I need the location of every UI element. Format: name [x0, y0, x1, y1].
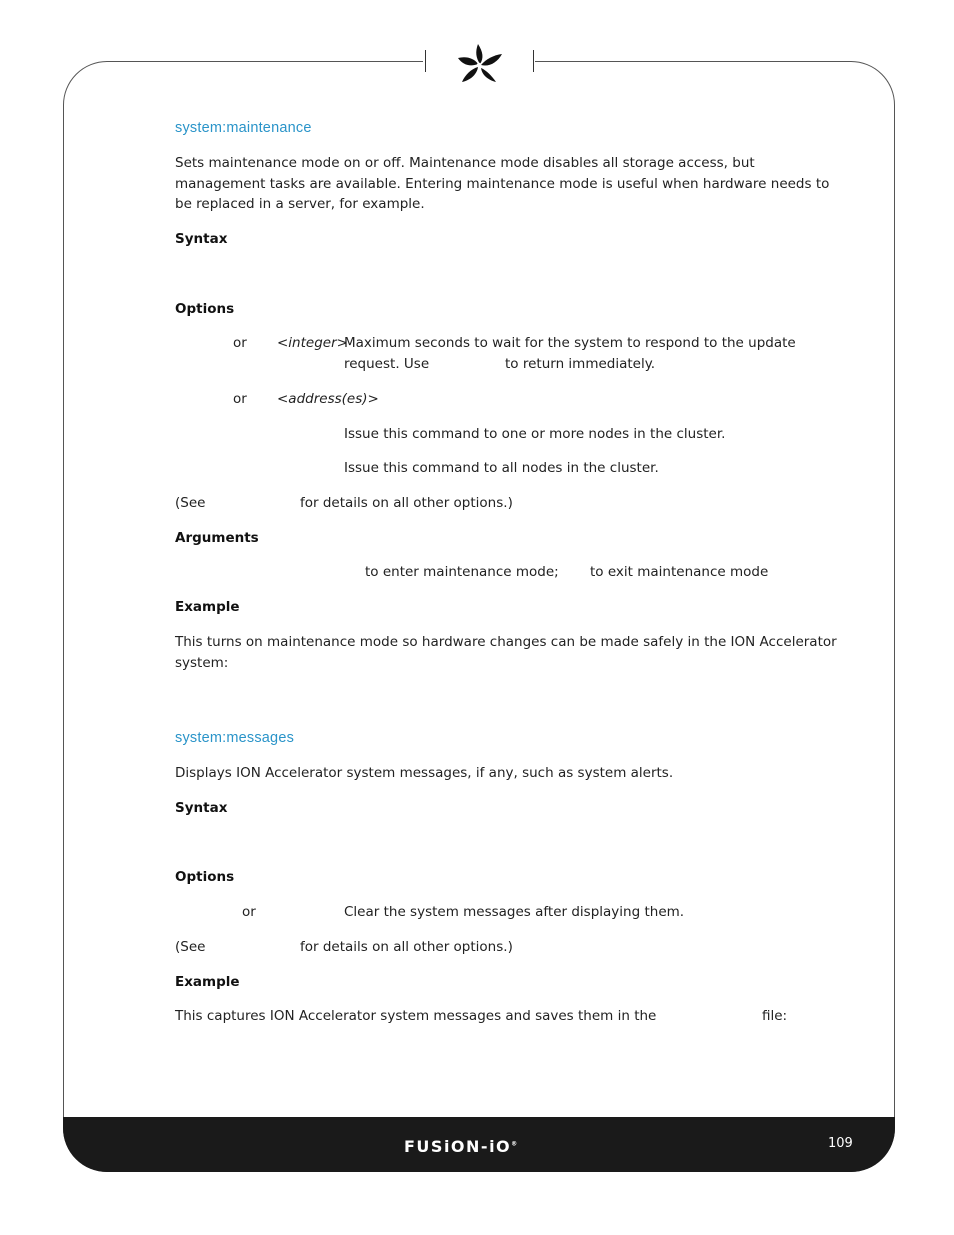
- maintenance-opt1-desc-2a: request. Use: [344, 356, 430, 372]
- footer-brand-trademark: ®: [511, 1140, 518, 1148]
- maintenance-desc-line-2: management tasks are available. Entering maintenance mode is useful when hardware needs to: [175, 176, 830, 192]
- maintenance-opt2-or: or: [233, 391, 247, 407]
- maintenance-example-line-2: system:: [175, 655, 229, 671]
- footer-brand-logo: [404, 1137, 517, 1156]
- section-title-messages: system:messages: [175, 730, 295, 746]
- messages-syntax-heading: Syntax: [175, 800, 228, 816]
- messages-desc: Displays ION Accelerator system messages, if any, such as system alerts.: [175, 765, 674, 781]
- maintenance-options-heading: Options: [175, 301, 235, 317]
- messages-opt1-desc: Clear the system messages after displaying them.: [344, 904, 685, 920]
- messages-example-file-suffix: file:: [762, 1008, 788, 1024]
- maintenance-arg-text-2: to exit maintenance mode: [590, 564, 769, 580]
- header-tick-left: [425, 50, 426, 72]
- maintenance-opt2-desc: Issue this command to one or more nodes in the cluster.: [344, 426, 726, 442]
- section-title-maintenance: system:maintenance: [175, 120, 312, 136]
- maintenance-example-line-1: This turns on maintenance mode so hardware changes can be made safely in the ION Accelerator: [175, 634, 837, 650]
- maintenance-arguments-heading: Arguments: [175, 530, 259, 546]
- maintenance-arg-text-1: to enter maintenance mode;: [365, 564, 559, 580]
- maintenance-desc-line-3: be replaced in a server, for example.: [175, 196, 425, 212]
- messages-options-heading: Options: [175, 869, 235, 885]
- maintenance-opt1-param: <integer>: [277, 335, 348, 351]
- messages-example-heading: Example: [175, 974, 240, 990]
- maintenance-opt3-desc: Issue this command to all nodes in the cluster.: [344, 460, 659, 476]
- maintenance-opt1-desc-1: Maximum seconds to wait for the system to respond to the update: [344, 335, 796, 351]
- maintenance-desc-line-1: Sets maintenance mode on or off. Maintenance mode disables all storage access, but: [175, 155, 755, 171]
- messages-example-text: This captures ION Accelerator system messages and saves them in the: [175, 1008, 657, 1024]
- page-number: 109: [828, 1136, 853, 1151]
- maintenance-opt1-or: or: [233, 335, 247, 351]
- footer-brand-text: FUSiON-iO: [404, 1137, 512, 1156]
- messages-see-prefix: (See: [175, 939, 206, 955]
- fusion-io-logo-icon: [450, 40, 508, 86]
- messages-opt1-or: or: [242, 904, 256, 920]
- maintenance-opt2-param: <address(es)>: [277, 391, 379, 407]
- maintenance-see-prefix: (See: [175, 495, 206, 511]
- messages-see-suffix: for details on all other options.): [300, 939, 513, 955]
- header-tick-right: [533, 50, 534, 72]
- maintenance-opt1-desc-2b: to return immediately.: [505, 356, 656, 372]
- maintenance-example-heading: Example: [175, 599, 240, 615]
- maintenance-syntax-heading: Syntax: [175, 231, 228, 247]
- maintenance-see-suffix: for details on all other options.): [300, 495, 513, 511]
